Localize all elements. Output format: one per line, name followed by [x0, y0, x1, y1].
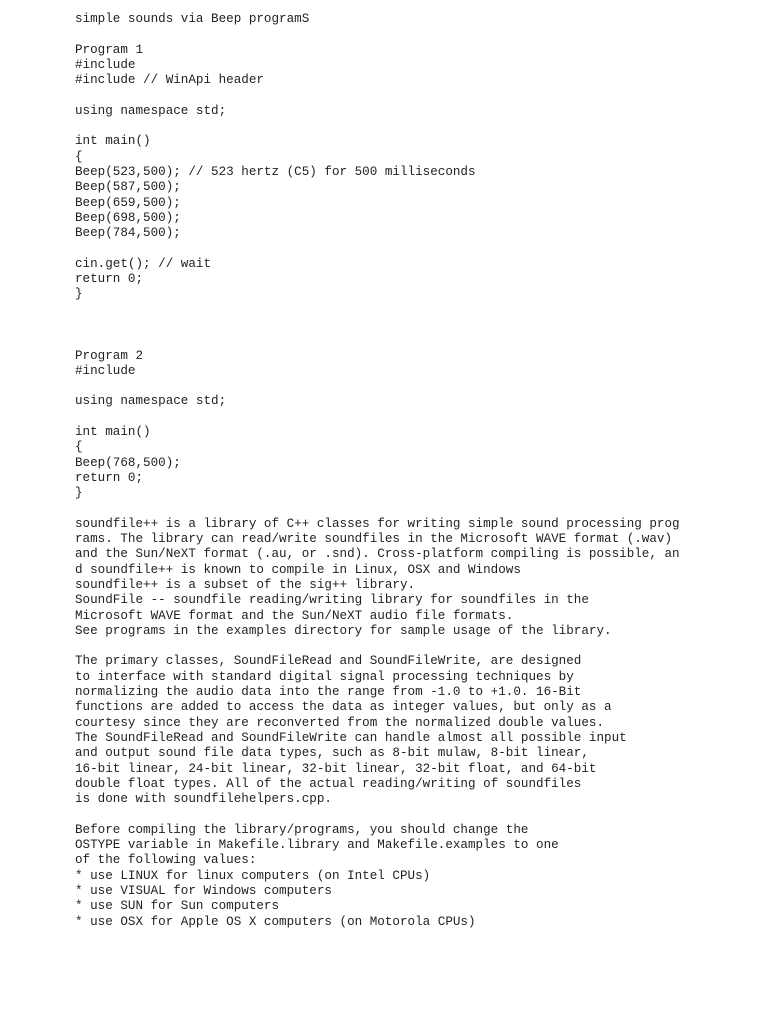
code-line: {	[75, 440, 83, 455]
document-title-block	[75, 12, 755, 27]
list-item: * use OSX for Apple OS X computers (on Motorola CPUs)	[75, 914, 476, 929]
text-line: soundfile++ is a library of C++ classes for writing simple sound processing prog	[75, 516, 680, 531]
text-line: 16-bit linear, 24-bit linear, 32-bit linear, 32-bit float, and 64-bit	[75, 761, 597, 776]
section-spacer	[75, 318, 755, 349]
text-line: and the Sun/NeXT format (.au, or .snd). Cross-platform compiling is possible, an	[75, 547, 680, 562]
program-2-main	[75, 425, 755, 501]
text-line: is done with soundfilehelpers.cpp.	[75, 792, 332, 807]
code-line: return 0;	[75, 470, 144, 485]
list-item: * use SUN for Sun computers	[75, 899, 280, 914]
code-line: Beep(587,500);	[75, 180, 181, 195]
text-line: soundfile++ is a subset of the sig++ library.	[75, 577, 416, 592]
document-page	[75, 12, 755, 945]
program-1-label: Program 1	[75, 42, 144, 57]
code-line: #include	[75, 363, 136, 378]
code-line: int main()	[75, 425, 151, 440]
code-line: return 0;	[75, 272, 144, 287]
code-line: Beep(698,500);	[75, 210, 181, 225]
text-line: functions are added to access the data as integer values, but only as a	[75, 700, 612, 715]
list-item: * use LINUX for linux computers (on Intel CPUs)	[75, 868, 431, 883]
text-line: to interface with standard digital signal processing techniques by	[75, 669, 574, 684]
program-1-header	[75, 43, 755, 89]
program-1-using	[75, 104, 755, 119]
code-line: #include // WinApi header	[75, 73, 264, 88]
text-line: and output sound file data types, such as 8-bit mulaw, 8-bit linear,	[75, 746, 589, 761]
program-2-using	[75, 394, 755, 409]
text-line: OSTYPE variable in Makefile.library and Makefile.examples to one	[75, 838, 559, 853]
text-line: Before compiling the library/programs, you should change the	[75, 822, 529, 837]
code-line: #include	[75, 57, 136, 72]
code-line: Beep(523,500); // 523 hertz (C5) for 500 milliseconds	[75, 164, 476, 179]
program-2-label: Program 2	[75, 348, 144, 363]
code-line: using namespace std;	[75, 103, 227, 118]
code-line: using namespace std;	[75, 394, 227, 409]
code-line: }	[75, 486, 83, 501]
text-line: normalizing the audio data into the range from -1.0 to +1.0. 16-Bit	[75, 685, 582, 700]
text-line: Microsoft WAVE format and the Sun/NeXT audio file formats.	[75, 608, 514, 623]
list-item: * use VISUAL for Windows computers	[75, 883, 332, 898]
text-line: The SoundFileRead and SoundFileWrite can handle almost all possible input	[75, 730, 627, 745]
code-line: int main()	[75, 134, 151, 149]
program-1-main	[75, 134, 755, 241]
text-line: The primary classes, SoundFileRead and SoundFileWrite, are designed	[75, 654, 582, 669]
code-line: Beep(768,500);	[75, 455, 181, 470]
program-1-end	[75, 257, 755, 303]
code-line: Beep(784,500);	[75, 226, 181, 241]
text-line: d soundfile++ is known to compile in Linux, OSX and Windows	[75, 562, 521, 577]
program-2-header	[75, 349, 755, 380]
code-line: }	[75, 287, 83, 302]
text-line: SoundFile -- soundfile reading/writing library for soundfiles in the	[75, 593, 589, 608]
text-line: courtesy since they are reconverted from the normalized double values.	[75, 715, 605, 730]
document-title: simple sounds via Beep programS	[75, 12, 310, 26]
text-line: double float types. All of the actual reading/writing of soundfiles	[75, 776, 582, 791]
code-line: {	[75, 149, 83, 164]
code-line: Beep(659,500);	[75, 195, 181, 210]
paragraph-intro	[75, 517, 755, 639]
code-line: cin.get(); // wait	[75, 256, 212, 271]
paragraph-compiling	[75, 823, 755, 930]
text-line: rams. The library can read/write soundfiles in the Microsoft WAVE format (.wav)	[75, 532, 673, 547]
text-line: See programs in the examples directory for sample usage of the library.	[75, 623, 612, 638]
text-line: of the following values:	[75, 853, 257, 868]
paragraph-classes	[75, 654, 755, 807]
